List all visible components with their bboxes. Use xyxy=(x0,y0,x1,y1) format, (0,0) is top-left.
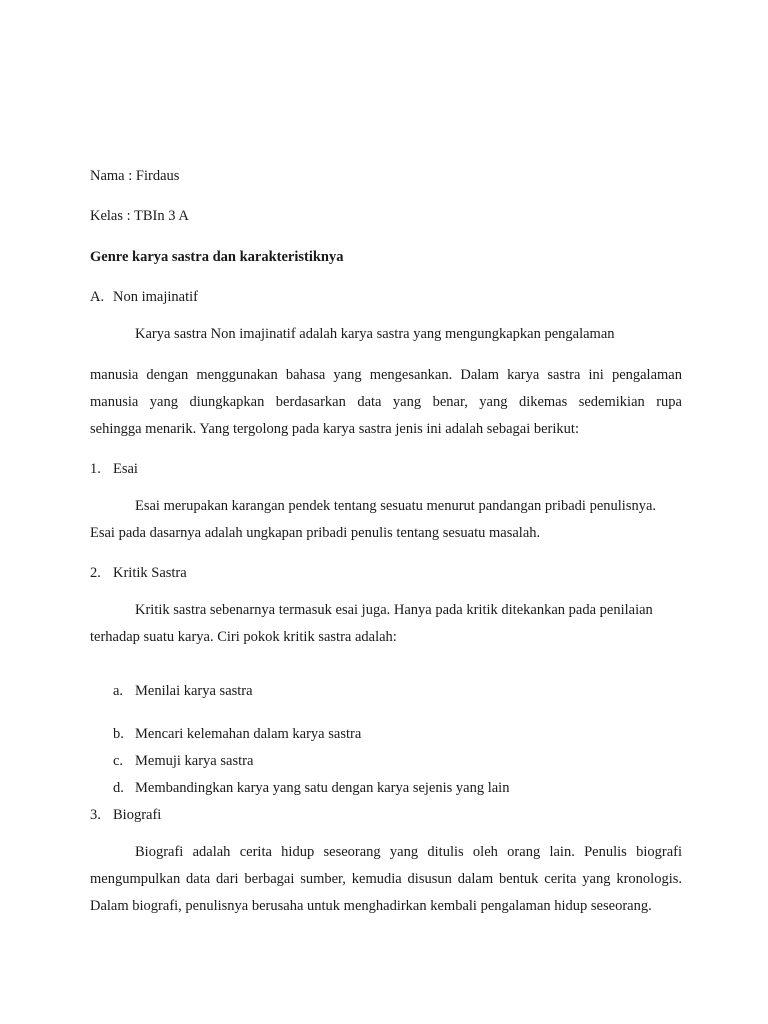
list-item-text: Mencari kelemahan dalam karya sastra xyxy=(135,726,362,742)
document-title: Genre karya sastra dan karakteristiknya xyxy=(90,249,344,265)
item-3-paragraph-line: Dalam biografi, penulisnya berusaha untuk menghadirkan kembali pengalaman hidup seseorang. xyxy=(90,898,652,914)
list-item-text: Membandingkan karya yang satu dengan karya sejenis yang lain xyxy=(135,780,510,796)
item-3-marker: 3. xyxy=(90,807,101,823)
list-item xyxy=(113,779,682,797)
item-1-paragraph-line: Esai merupakan karangan pendek tentang sesuatu menurut pandangan pribadi penulisnya. xyxy=(135,498,657,514)
student-class-line: Kelas : TBIn 3 A xyxy=(90,208,189,224)
item-1-paragraph-line: Esai pada dasarnya adalah ungkapan pribadi penulis tentang sesuatu masalah. xyxy=(90,525,541,541)
list-item-marker: a. xyxy=(113,683,124,699)
list-item xyxy=(113,682,682,700)
item-1-heading xyxy=(90,460,682,478)
list-item-marker: c. xyxy=(113,753,124,769)
item-2-heading-text: Kritik Sastra xyxy=(113,565,187,581)
item-3-heading xyxy=(90,806,682,824)
list-item-marker: b. xyxy=(113,726,124,742)
item-1-marker: 1. xyxy=(90,461,101,477)
student-name-line: Nama : Firdaus xyxy=(90,168,180,184)
item-1-heading-text: Esai xyxy=(113,461,138,477)
item-2-marker: 2. xyxy=(90,565,101,581)
list-item xyxy=(113,725,682,743)
section-a-marker: A. xyxy=(90,289,105,305)
item-2-paragraph-line: terhadap suatu karya. Ciri pokok kritik sastra adalah: xyxy=(90,629,397,645)
item-3-paragraph-line: mengumpulkan data dari berbagai sumber, kemudia disusun dalam bentuk cerita yang kronologis. xyxy=(90,871,682,887)
section-a-paragraph-line: manusia dengan menggunakan bahasa yang mengesankan. Dalam karya sastra ini pengalaman xyxy=(90,367,682,383)
section-a-paragraph-line: sehingga menarik. Yang tergolong pada karya sastra jenis ini adalah sebagai berikut: xyxy=(90,421,579,437)
list-item-marker: d. xyxy=(113,780,124,796)
item-2-heading xyxy=(90,564,682,582)
section-a-paragraph-line: manusia yang diungkapkan berdasarkan data yang benar, yang dikemas sedemikian rupa xyxy=(90,394,682,410)
list-item-text: Menilai karya sastra xyxy=(135,683,253,699)
section-a-heading xyxy=(90,288,682,306)
item-3-paragraph-line: Biografi adalah cerita hidup seseorang yang ditulis oleh orang lain. Penulis biografi xyxy=(135,844,682,860)
section-a-paragraph-line: Karya sastra Non imajinatif adalah karya sastra yang mengungkapkan pengalaman xyxy=(135,326,615,342)
list-item-text: Memuji karya sastra xyxy=(135,753,254,769)
list-item xyxy=(113,752,682,770)
item-3-heading-text: Biografi xyxy=(113,807,162,823)
section-a-heading-text: Non imajinatif xyxy=(113,289,198,305)
item-2-paragraph-line: Kritik sastra sebenarnya termasuk esai juga. Hanya pada kritik ditekankan pada penilaian xyxy=(135,602,653,618)
